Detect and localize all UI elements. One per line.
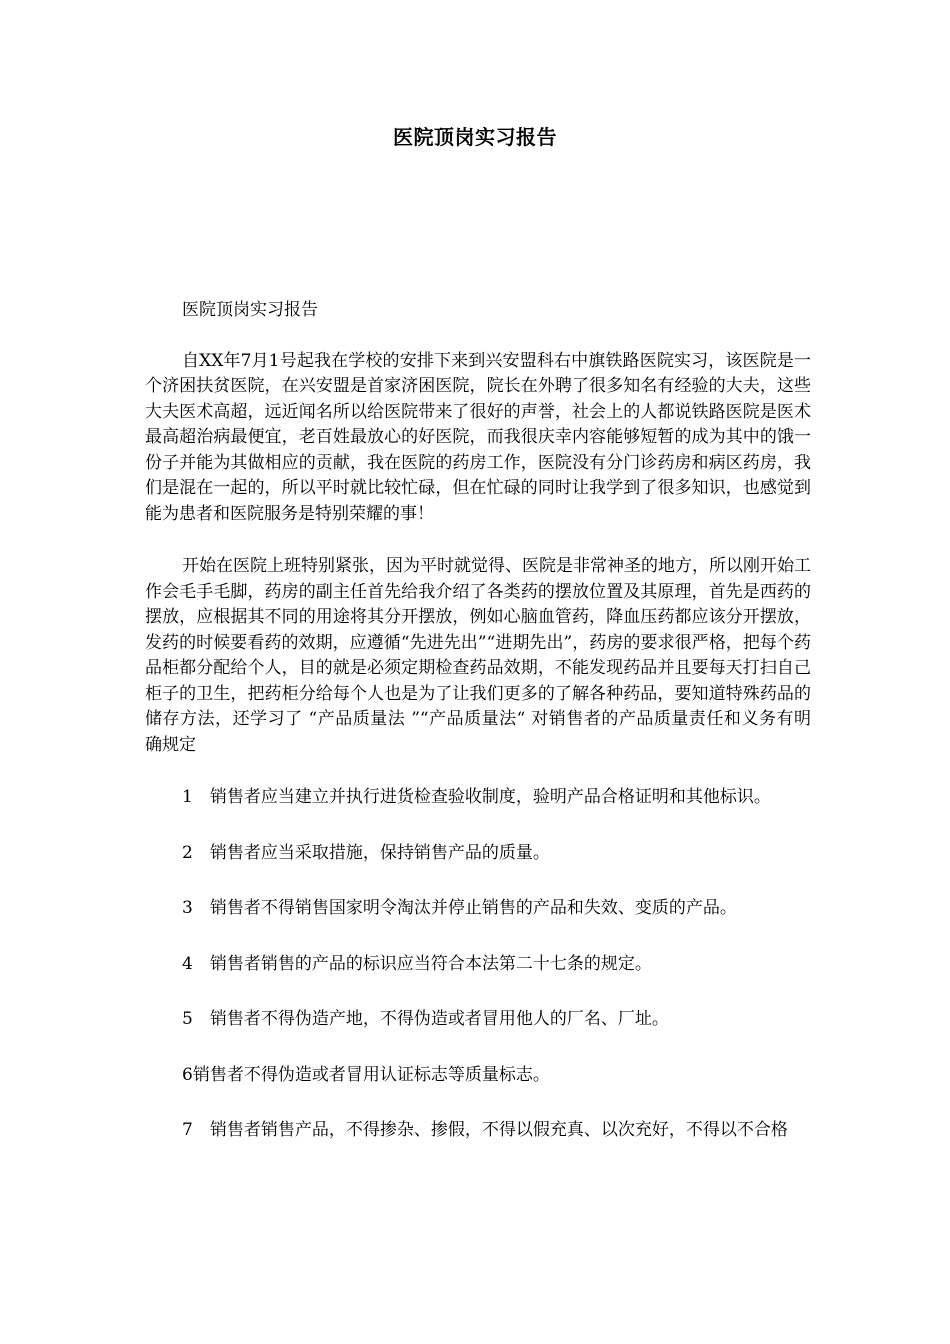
list-item-text: 销售者应当建立并执行进货检查验收制度，验明产品合格证明和其他标识。 [209,787,771,807]
list-item-number: 3 [182,898,193,918]
section-heading: 医院顶岗实习报告 [182,300,318,320]
list-item-number: 6 [182,1064,193,1085]
list-item-number: 1 [182,787,193,807]
list-item-text: 销售者不得销售国家明令淘汰并停止销售的产品和失效、变质的产品。 [209,898,737,918]
list-item-text: 销售者销售的产品的标识应当符合本法第二十七条的规定。 [209,953,652,974]
list-item [145,1063,811,1089]
document-body [145,298,811,1174]
paragraph-intro: 自XX年7月1号起我在学校的安排下来到兴安盟科右中旗铁路医院实习，该医院是一个济困扶贫医院，在兴安盟是首家济困医院，院长在外聘了很多知名有经验的大夫，这些大夫医术高超，远近闻名所以给医院带来了很好的声誉，社会上的人都说铁路医院是医术最高超治病最便宜，老百姓最放心的好医院，而我很庆幸内容能够短暂的成为其中的饿一份子并能为其做相应的贡献，我在医院的药房工作，医院没有分门诊药房和病区药房，我们是混在一起的，所以平时就比较忙碌，但在忙碌的同时让我学到了很多知识，也感觉到能为患者和医院服务是特别荣耀的事！ [145,350,811,524]
list-item-text: 销售者销售产品，不得掺杂、掺假，不得以假充真、以次充好，不得以不合格 [209,1120,788,1140]
list-item-number: 7 [182,1120,193,1140]
paragraph-pharmacy-work: 开始在医院上班特别紧张，因为平时就觉得、医院是非常神圣的地方，所以刚开始工作会毛手毛脚，药房的副主任首先给我介绍了各类药的摆放位置及其原理，首先是西药的摆放，应根据其不同的用途将其分开摆放，例如心脑血管药，降血压药都应该分开摆放，发药的时候要看药的效期，应遵循“先进先出”“进期先出”，药房的要求很严格，把每个药品柜都分配给个人，目的就是必须定期检查药品效期，不能发现药品并且要每天打扫自己柜子的卫生，把药柜分给每个人也是为了让我们更多的了解各种药品，要知道特殊药品的储存方法，还学习了 “产品质量法 ”“产品质量法“ 对销售者的产品质量责任和义务有明 确规定 [145,556,811,755]
list-item-text: 销售者应当采取措施，保持销售产品的质量。 [209,842,550,863]
list-item-text: 销售者不得伪造或者冒用认证标志等质量标志。 [192,1064,550,1085]
list-item [145,785,811,811]
list-item [145,896,811,922]
document-title: 医院顶岗实习报告 [393,125,557,149]
list-item [145,1007,811,1033]
list-item-text: 销售者不得伪造产地，不得伪造或者冒用他人的厂名、厂址。 [209,1009,669,1029]
list-item-number: 4 [182,953,193,974]
list-item-number: 5 [182,1009,193,1029]
list-item [145,841,811,867]
list-item [145,1118,811,1144]
list-item-number: 2 [182,842,193,863]
list-item [145,952,811,978]
